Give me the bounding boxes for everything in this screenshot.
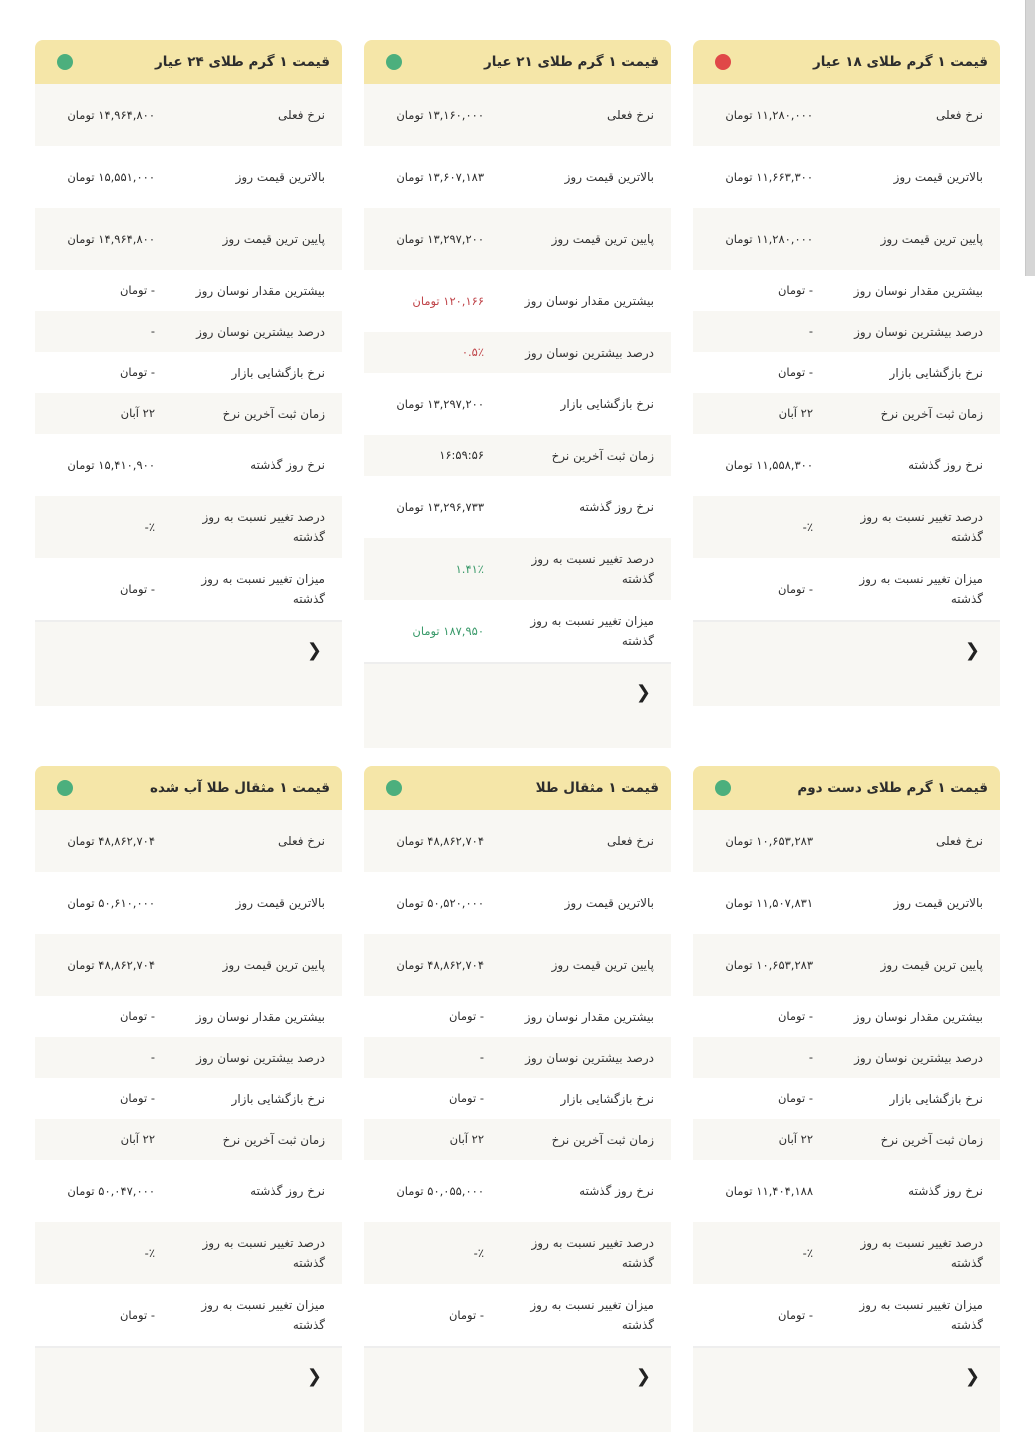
- row-value: ٪-: [802, 519, 813, 534]
- table-row: [693, 810, 1000, 872]
- table-row: [35, 208, 342, 270]
- price-card-4: [364, 766, 671, 1432]
- card-title: قیمت ۱ گرم طلای ۲۴ عیار: [154, 54, 330, 70]
- chevron-left-icon[interactable]: ❮: [964, 640, 980, 661]
- row-value: ۱۵,۵۵۱,۰۰۰ تومان: [67, 169, 155, 184]
- card-rows: [693, 810, 1000, 1346]
- row-label: درصد بیشترین نوسان روز: [525, 345, 654, 360]
- row-value: ۱۱,۴۰۴,۱۸۸ تومان: [725, 1183, 813, 1198]
- chevron-left-icon[interactable]: ❮: [635, 1366, 651, 1387]
- row-label: درصد تغییر نسبت به روز گذشته: [531, 552, 654, 586]
- row-value: -: [479, 1050, 484, 1064]
- card-header: [35, 40, 342, 84]
- row-value: ۴۸,۸۶۲,۷۰۴ تومان: [396, 957, 484, 972]
- table-row: [693, 270, 1000, 311]
- table-row: [364, 600, 671, 662]
- table-row: [693, 1119, 1000, 1160]
- card-footer: [693, 1346, 1000, 1432]
- table-row: [693, 872, 1000, 934]
- row-label: بالاترین قیمت روز: [564, 170, 654, 184]
- row-label: درصد تغییر نسبت به روز گذشته: [202, 510, 325, 544]
- row-label: پایین ترین قیمت روز: [222, 958, 325, 972]
- price-card-1: [364, 40, 671, 748]
- card-footer: [364, 662, 671, 748]
- row-label: میزان تغییر نسبت به روز گذشته: [530, 614, 654, 648]
- row-value: - تومان: [448, 1307, 484, 1322]
- row-label: بیشترین مقدار نوسان روز: [524, 1009, 654, 1024]
- row-value: -: [808, 324, 813, 338]
- status-dot-green-icon: [57, 54, 73, 70]
- row-label: درصد بیشترین نوسان روز: [196, 324, 325, 339]
- row-value: ۲۲ آبان: [120, 406, 155, 420]
- table-row: [35, 1284, 342, 1346]
- table-row: [364, 1078, 671, 1119]
- row-label: نرخ روز گذشته: [579, 1184, 654, 1198]
- row-label: زمان ثبت آخرین نرخ: [551, 448, 654, 463]
- card-header: [35, 766, 342, 810]
- row-value: ۱۱,۵۵۸,۳۰۰ تومان: [725, 457, 813, 472]
- row-label: بیشترین مقدار نوسان روز: [853, 283, 983, 298]
- row-value: ۵۰,۰۴۷,۰۰۰ تومان: [67, 1183, 155, 1198]
- row-label: بالاترین قیمت روز: [235, 896, 325, 910]
- row-value: ۵۰,۵۲۰,۰۰۰ تومان: [396, 895, 484, 910]
- row-value: - تومان: [777, 1009, 813, 1023]
- row-label: زمان ثبت آخرین نرخ: [880, 406, 983, 421]
- row-value: ۱۸۷,۹۵۰ تومان: [412, 623, 484, 638]
- table-row: [35, 996, 342, 1037]
- table-row: [364, 1119, 671, 1160]
- row-label: نرخ فعلی: [606, 108, 654, 122]
- row-value: - تومان: [777, 1091, 813, 1105]
- row-value: ۲۲ آبان: [778, 406, 813, 420]
- row-label: نرخ فعلی: [935, 834, 983, 848]
- row-value: ۴۸,۸۶۲,۷۰۴ تومان: [67, 833, 155, 848]
- row-label: پایین ترین قیمت روز: [551, 958, 654, 972]
- table-row: [35, 1037, 342, 1078]
- table-row: [35, 1078, 342, 1119]
- card-footer: [693, 620, 1000, 706]
- table-row: [364, 435, 671, 476]
- table-row: [364, 934, 671, 996]
- table-row: [364, 1037, 671, 1078]
- row-label: نرخ روز گذشته: [250, 458, 325, 472]
- row-label: زمان ثبت آخرین نرخ: [551, 1132, 654, 1147]
- table-row: [35, 1119, 342, 1160]
- table-row: [364, 270, 671, 332]
- row-value: ۱۱,۶۶۳,۳۰۰ تومان: [725, 169, 813, 184]
- table-row: [693, 934, 1000, 996]
- row-value: ۱۶:۵۹:۵۶: [439, 448, 484, 462]
- row-label: پایین ترین قیمت روز: [222, 232, 325, 246]
- row-label: زمان ثبت آخرین نرخ: [222, 406, 325, 421]
- table-row: [35, 146, 342, 208]
- row-value: ۱۱,۵۰۷,۸۳۱ تومان: [725, 895, 813, 910]
- row-value: - تومان: [777, 365, 813, 379]
- row-label: بالاترین قیمت روز: [893, 896, 983, 910]
- row-value: ۵۰,۰۵۵,۰۰۰ تومان: [396, 1183, 484, 1198]
- row-label: نرخ فعلی: [935, 108, 983, 122]
- table-row: [364, 1222, 671, 1284]
- row-label: میزان تغییر نسبت به روز گذشته: [530, 1298, 654, 1332]
- row-label: نرخ فعلی: [606, 834, 654, 848]
- row-value: - تومان: [448, 1091, 484, 1105]
- row-value: ٪-: [473, 1245, 484, 1260]
- price-card-3: [693, 766, 1000, 1432]
- table-row: [364, 146, 671, 208]
- row-value: - تومان: [119, 1009, 155, 1023]
- card-header: [364, 40, 671, 84]
- table-row: [364, 332, 671, 373]
- card-header: [693, 40, 1000, 84]
- table-row: [693, 352, 1000, 393]
- row-value: ۱۳,۲۹۶,۷۳۳ تومان: [396, 499, 484, 514]
- row-value: ۲۲ آبان: [449, 1132, 484, 1146]
- row-label: بالاترین قیمت روز: [893, 170, 983, 184]
- row-value: ۵۰,۶۱۰,۰۰۰ تومان: [67, 895, 155, 910]
- row-label: میزان تغییر نسبت به روز گذشته: [859, 1298, 983, 1332]
- card-footer: [35, 620, 342, 706]
- row-value: -: [150, 324, 155, 338]
- row-value: ۲۲ آبان: [778, 1132, 813, 1146]
- row-value: ۴۸,۸۶۲,۷۰۴ تومان: [396, 833, 484, 848]
- row-value: -: [808, 1050, 813, 1064]
- row-label: درصد بیشترین نوسان روز: [525, 1050, 654, 1065]
- row-label: درصد بیشترین نوسان روز: [854, 324, 983, 339]
- table-row: [35, 558, 342, 620]
- row-value: ۱۳,۱۶۰,۰۰۰ تومان: [396, 107, 484, 122]
- table-row: [693, 996, 1000, 1037]
- row-label: نرخ فعلی: [277, 834, 325, 848]
- card-rows: [35, 84, 342, 620]
- table-row: [693, 1222, 1000, 1284]
- row-label: نرخ بازگشایی بازار: [889, 1091, 983, 1106]
- table-row: [693, 1160, 1000, 1222]
- row-value: - تومان: [777, 1307, 813, 1322]
- table-row: [35, 352, 342, 393]
- row-value: ٪-: [144, 1245, 155, 1260]
- row-value: - تومان: [119, 1307, 155, 1322]
- row-label: درصد تغییر نسبت به روز گذشته: [860, 1236, 983, 1270]
- table-row: [35, 434, 342, 496]
- row-value: - تومان: [119, 365, 155, 379]
- table-row: [35, 311, 342, 352]
- row-value: ٪-: [144, 519, 155, 534]
- row-label: بالاترین قیمت روز: [564, 896, 654, 910]
- table-row: [35, 84, 342, 146]
- card-rows: [364, 84, 671, 662]
- table-row: [35, 872, 342, 934]
- table-row: [693, 1078, 1000, 1119]
- row-value: ۴۸,۸۶۲,۷۰۴ تومان: [67, 957, 155, 972]
- table-row: [693, 146, 1000, 208]
- table-row: [364, 84, 671, 146]
- table-row: [364, 208, 671, 270]
- row-label: نرخ روز گذشته: [908, 458, 983, 472]
- row-value: ۱۳,۶۰۷,۱۸۳ تومان: [396, 169, 484, 184]
- row-value: ۱۳,۲۹۷,۲۰۰ تومان: [396, 231, 484, 246]
- table-row: [693, 496, 1000, 558]
- row-label: نرخ بازگشایی بازار: [231, 1091, 325, 1106]
- row-label: زمان ثبت آخرین نرخ: [880, 1132, 983, 1147]
- row-value: ۱۵,۴۱۰,۹۰۰ تومان: [67, 457, 155, 472]
- row-value: - تومان: [119, 1091, 155, 1105]
- row-value: ۱.۴۱٪: [455, 561, 484, 576]
- row-label: بیشترین مقدار نوسان روز: [195, 1009, 325, 1024]
- row-value: ۰.۵٪: [461, 345, 484, 359]
- card-header: [364, 766, 671, 810]
- row-label: میزان تغییر نسبت به روز گذشته: [201, 572, 325, 606]
- row-label: بیشترین مقدار نوسان روز: [853, 1009, 983, 1024]
- card-rows: [364, 810, 671, 1346]
- row-label: درصد بیشترین نوسان روز: [854, 1050, 983, 1065]
- table-row: [693, 1037, 1000, 1078]
- row-value: ٪-: [802, 1245, 813, 1260]
- row-value: - تومان: [119, 581, 155, 596]
- card-title: قیمت ۱ مثقال طلا آب شده: [149, 780, 330, 796]
- chevron-left-icon[interactable]: ❮: [635, 682, 651, 703]
- row-value: ۱۰,۶۵۳,۲۸۳ تومان: [725, 833, 813, 848]
- row-label: پایین ترین قیمت روز: [880, 958, 983, 972]
- status-dot-green-icon: [715, 780, 731, 796]
- row-value: ۱۴,۹۶۴,۸۰۰ تومان: [67, 107, 155, 122]
- row-label: نرخ بازگشایی بازار: [889, 365, 983, 380]
- row-label: درصد تغییر نسبت به روز گذشته: [860, 510, 983, 544]
- row-label: درصد بیشترین نوسان روز: [196, 1050, 325, 1065]
- card-rows: [693, 84, 1000, 620]
- row-value: - تومان: [777, 581, 813, 596]
- table-row: [35, 1222, 342, 1284]
- table-row: [364, 476, 671, 538]
- card-title: قیمت ۱ گرم طلای ۲۱ عیار: [483, 54, 659, 70]
- row-value: ۱۱,۲۸۰,۰۰۰ تومان: [725, 231, 813, 246]
- table-row: [364, 1284, 671, 1346]
- table-row: [693, 1284, 1000, 1346]
- table-row: [693, 311, 1000, 352]
- row-value: - تومان: [777, 283, 813, 297]
- row-label: بیشترین مقدار نوسان روز: [524, 294, 654, 308]
- card-footer: [364, 1346, 671, 1432]
- card-rows: [35, 810, 342, 1346]
- card-title: قیمت ۱ گرم طلای دست دوم: [797, 780, 988, 796]
- row-value: ۱۲۰,۱۶۶ تومان: [412, 293, 484, 308]
- status-dot-red-icon: [715, 54, 731, 70]
- price-card-0: [693, 40, 1000, 748]
- status-dot-green-icon: [386, 54, 402, 70]
- status-dot-green-icon: [57, 780, 73, 796]
- table-row: [364, 810, 671, 872]
- status-dot-green-icon: [386, 780, 402, 796]
- row-label: زمان ثبت آخرین نرخ: [222, 1132, 325, 1147]
- row-label: میزان تغییر نسبت به روز گذشته: [201, 1298, 325, 1332]
- card-title: قیمت ۱ گرم طلای ۱۸ عیار: [812, 54, 988, 70]
- chevron-left-icon[interactable]: ❮: [306, 1366, 322, 1387]
- row-label: پایین ترین قیمت روز: [880, 232, 983, 246]
- card-header: [693, 766, 1000, 810]
- price-card-2: [35, 40, 342, 748]
- row-value: - تومان: [448, 1009, 484, 1023]
- table-row: [35, 934, 342, 996]
- row-label: نرخ روز گذشته: [908, 1184, 983, 1198]
- card-title: قیمت ۱ مثقال طلا: [535, 780, 659, 796]
- row-label: میزان تغییر نسبت به روز گذشته: [859, 572, 983, 606]
- row-value: ۱۱,۲۸۰,۰۰۰ تومان: [725, 107, 813, 122]
- row-label: نرخ بازگشایی بازار: [560, 397, 654, 411]
- row-label: درصد تغییر نسبت به روز گذشته: [531, 1236, 654, 1270]
- table-row: [35, 810, 342, 872]
- gold-price-grid: [35, 40, 1000, 1432]
- table-row: [693, 208, 1000, 270]
- table-row: [693, 434, 1000, 496]
- row-label: نرخ بازگشایی بازار: [231, 365, 325, 380]
- table-row: [364, 538, 671, 600]
- table-row: [364, 373, 671, 435]
- table-row: [35, 393, 342, 434]
- row-label: بالاترین قیمت روز: [235, 170, 325, 184]
- table-row: [693, 393, 1000, 434]
- page-scrollbar[interactable]: [1025, 0, 1035, 276]
- chevron-left-icon[interactable]: ❮: [306, 640, 322, 661]
- table-row: [364, 996, 671, 1037]
- row-value: ۲۲ آبان: [120, 1132, 155, 1146]
- row-label: پایین ترین قیمت روز: [551, 232, 654, 246]
- price-card-5: [35, 766, 342, 1432]
- table-row: [364, 872, 671, 934]
- row-label: نرخ روز گذشته: [250, 1184, 325, 1198]
- row-value: ۱۳,۲۹۷,۲۰۰ تومان: [396, 396, 484, 411]
- card-footer: [35, 1346, 342, 1432]
- row-value: - تومان: [119, 283, 155, 297]
- table-row: [364, 1160, 671, 1222]
- row-value: ۱۰,۶۵۳,۲۸۳ تومان: [725, 957, 813, 972]
- table-row: [693, 84, 1000, 146]
- row-label: نرخ بازگشایی بازار: [560, 1091, 654, 1106]
- table-row: [693, 558, 1000, 620]
- row-value: -: [150, 1050, 155, 1064]
- row-label: بیشترین مقدار نوسان روز: [195, 283, 325, 298]
- table-row: [35, 1160, 342, 1222]
- chevron-left-icon[interactable]: ❮: [964, 1366, 980, 1387]
- table-row: [35, 496, 342, 558]
- row-value: ۱۴,۹۶۴,۸۰۰ تومان: [67, 231, 155, 246]
- row-label: نرخ روز گذشته: [579, 500, 654, 514]
- table-row: [35, 270, 342, 311]
- row-label: درصد تغییر نسبت به روز گذشته: [202, 1236, 325, 1270]
- row-label: نرخ فعلی: [277, 108, 325, 122]
